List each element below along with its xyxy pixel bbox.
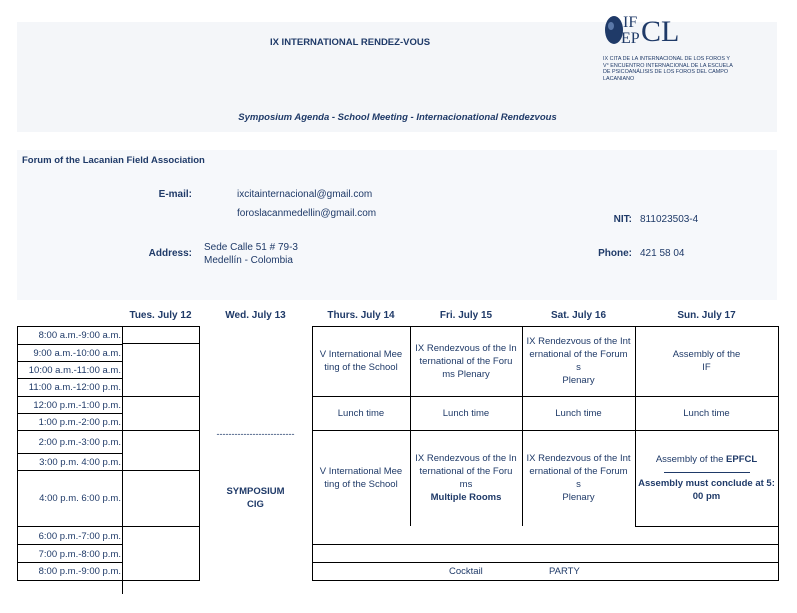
cell-text: ms Plenary bbox=[442, 368, 490, 380]
fri-morning-cell bbox=[410, 326, 522, 396]
cell-text: Assembly must conclude at 5: bbox=[638, 478, 775, 489]
wed-symposium-sub: CIG bbox=[247, 499, 264, 510]
org-band bbox=[17, 150, 777, 300]
cell-text: ting of the School bbox=[324, 479, 398, 490]
logo-caption-line2: V° ENCUENTRO INTERNACIONAL DE LA ESCUELA bbox=[603, 62, 733, 69]
logo-letters-bottom: EP bbox=[621, 30, 640, 47]
fri-lunch-cell: Lunch time bbox=[442, 407, 490, 419]
address-label: Address: bbox=[148, 248, 192, 259]
time-slot: 6:00 p.m.-7:00 p.m. bbox=[38, 531, 121, 542]
day-header-thu: Thurs. July 14 bbox=[327, 310, 395, 321]
time-slot: 4:00 p.m. 6:00 p.m. bbox=[39, 493, 121, 504]
sun-afternoon-cell bbox=[635, 430, 778, 526]
cell-text: ernational of the Forum bbox=[529, 466, 628, 477]
cell-text: IX Rendezvous of the Int bbox=[526, 453, 631, 464]
logo-letters-main: CL bbox=[641, 15, 680, 48]
email-2[interactable]: foroslacanmedellin@gmail.com bbox=[237, 208, 377, 219]
sun-morning-cell bbox=[635, 326, 778, 396]
cell-text: V International Mee bbox=[319, 466, 403, 477]
logo bbox=[603, 12, 753, 84]
wed-symposium-label: SYMPOSIUM bbox=[226, 486, 285, 497]
cell-text: Multiple Rooms bbox=[430, 492, 502, 503]
cell-text: IX Rendezvous of the Int bbox=[526, 336, 631, 347]
cell-text: ernational of the Forum bbox=[529, 349, 628, 360]
wed-symposium-cell bbox=[199, 470, 312, 526]
thu-morning-cell bbox=[312, 326, 410, 396]
cell-text: Plenary bbox=[562, 492, 595, 503]
email-label: E-mail: bbox=[158, 189, 192, 200]
time-slot: 2:00 p.m.-3:00 p.m. bbox=[38, 437, 121, 448]
org-name: Forum of the Lacanian Field Association bbox=[22, 155, 205, 166]
cell-text: ternational of the Foru bbox=[419, 355, 513, 367]
cocktail-label: Cocktail bbox=[449, 566, 483, 577]
cell-text: ting of the School bbox=[324, 362, 398, 373]
time-slot: 9:00 a.m.-10:00 a.m. bbox=[33, 348, 121, 359]
day-header-sat: Sat. July 16 bbox=[550, 310, 607, 321]
fri-afternoon-cell bbox=[410, 430, 522, 526]
cell-text: Assembly of the EPFCL bbox=[655, 454, 758, 465]
time-slot: 7:00 p.m.-8:00 p.m. bbox=[38, 549, 121, 560]
cell-text: V International Mee bbox=[319, 349, 403, 360]
logo-letters-top: IF bbox=[623, 14, 638, 31]
address-line2: Medellín - Colombia bbox=[204, 255, 293, 266]
cell-text: IF bbox=[702, 362, 711, 373]
cell-text: Plenary bbox=[562, 375, 595, 386]
day-header-wed: Wed. July 13 bbox=[225, 310, 286, 321]
page-title: IX INTERNATIONAL RENDEZ-VOUS bbox=[269, 37, 431, 48]
address-line1: Sede Calle 51 # 79-3 bbox=[204, 242, 298, 253]
nit-label: NIT: bbox=[613, 214, 632, 225]
cell-text: s bbox=[576, 362, 581, 373]
thu-afternoon-cell bbox=[312, 430, 410, 526]
nit-value: 811023503-4 bbox=[640, 214, 699, 225]
logo-caption-line3: DE PSICOANÁLISIS DE LOS FOROS DEL CAMPO LACANIANO bbox=[603, 69, 729, 82]
time-slot: 1:00 p.m.-2:00 p.m. bbox=[38, 417, 121, 428]
cell-underline bbox=[664, 472, 750, 473]
page-subtitle: Symposium Agenda - School Meeting - Internacionational Rendezvous bbox=[238, 112, 557, 123]
cell-text: s bbox=[576, 479, 581, 490]
cell-text: ternational of the Foru bbox=[419, 466, 513, 477]
cell-text: IX Rendezvous of the In bbox=[415, 453, 517, 464]
cell-text: IX Rendezvous of the In bbox=[415, 342, 517, 354]
time-slot: 10:00 a.m.-11:00 a.m. bbox=[28, 365, 121, 376]
sun-lunch-cell: Lunch time bbox=[683, 407, 730, 419]
phone-label: Phone: bbox=[598, 248, 632, 259]
party-label: PARTY bbox=[549, 566, 580, 577]
time-slot: 8:00 a.m.-9:00 a.m. bbox=[38, 330, 121, 341]
time-slot: 3:00 p.m. 4:00 p.m. bbox=[39, 457, 121, 468]
logo-caption-line1: IX CITA DE LA INTERNACIONAL DE LOS FOROS Y bbox=[603, 56, 730, 62]
time-slot: 8:00 p.m.-9:00 p.m. bbox=[38, 566, 121, 577]
day-header-tue: Tues. July 12 bbox=[129, 310, 192, 321]
wed-divider-dashes: -------------------------- bbox=[216, 429, 295, 439]
phone-value: 421 58 04 bbox=[640, 248, 685, 259]
thu-lunch-cell: Lunch time bbox=[337, 407, 385, 419]
cell-text: 00 pm bbox=[692, 491, 721, 502]
sat-lunch-cell: Lunch time bbox=[555, 407, 602, 419]
grid-line bbox=[17, 326, 199, 327]
day-header-fri: Fri. July 15 bbox=[439, 310, 493, 321]
day-header-sun: Sun. July 17 bbox=[677, 310, 736, 321]
time-slot: 12:00 p.m.-1:00 p.m. bbox=[33, 400, 121, 411]
sat-afternoon-cell bbox=[522, 430, 635, 526]
cell-text: ms bbox=[459, 479, 473, 490]
cell-text: Assembly of the bbox=[672, 349, 741, 360]
email-1[interactable]: ixcitainternacional@gmail.com bbox=[237, 189, 373, 200]
time-slot: 11:00 a.m.-12:00 p.m. bbox=[28, 382, 121, 393]
sat-morning-cell bbox=[522, 326, 635, 396]
